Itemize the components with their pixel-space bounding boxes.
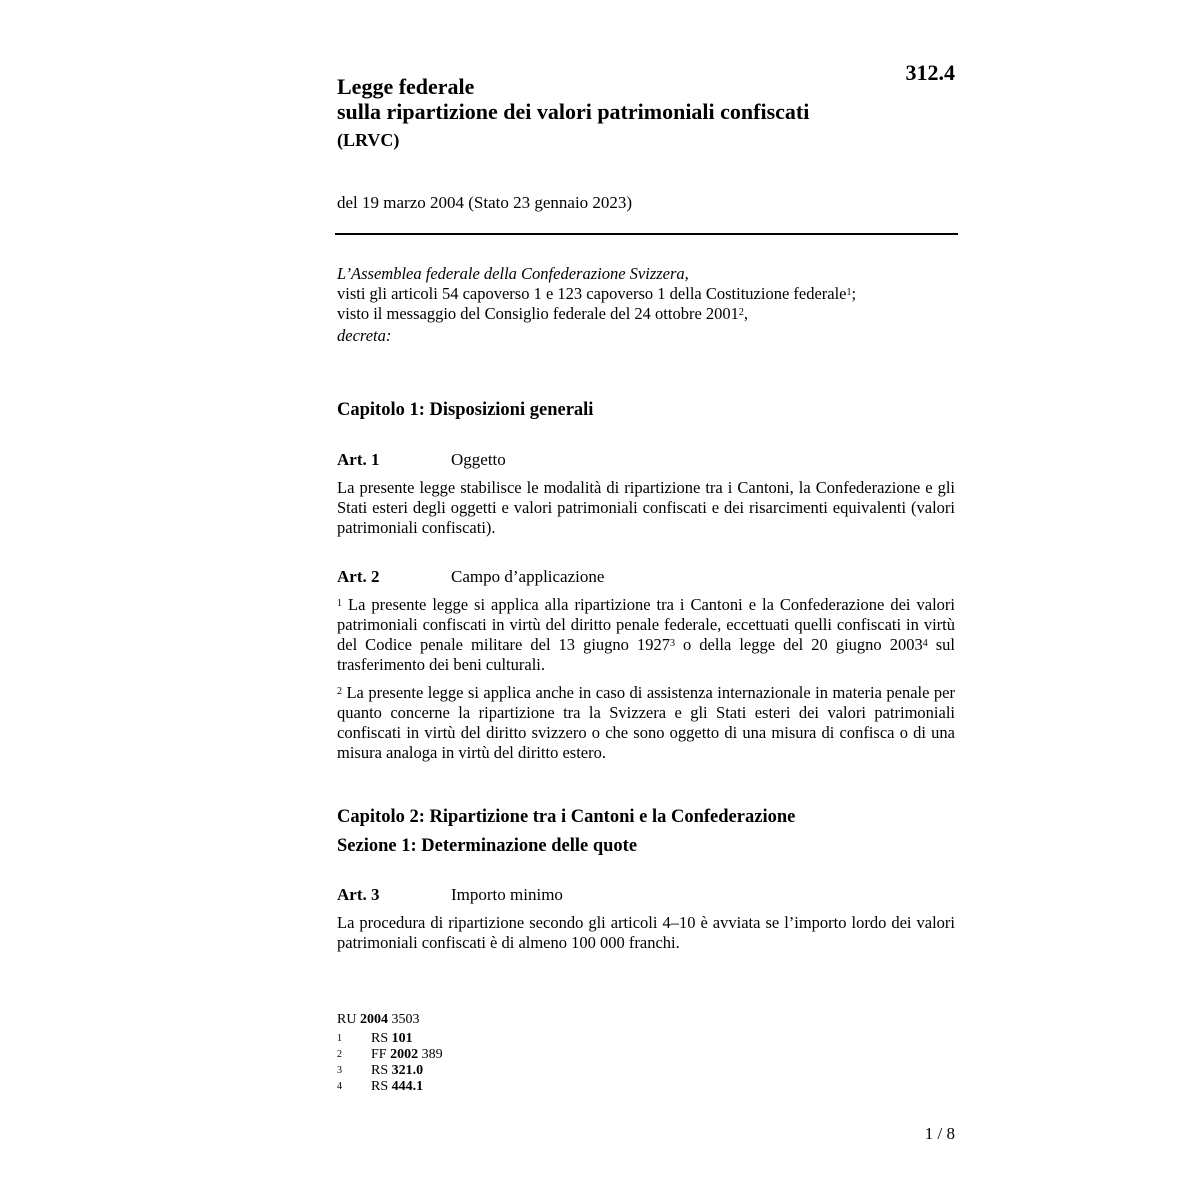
law-date: del 19 marzo 2004 (Stato 23 gennaio 2023) (337, 193, 633, 212)
preamble (337, 264, 955, 346)
article-1-heading (337, 450, 955, 470)
preamble-line1 (337, 284, 955, 304)
preamble-assembly: L’Assemblea federale della Confederazione Svizzera, (337, 264, 689, 283)
footnote-3 (337, 1063, 955, 1079)
footnote-ref-3[interactable]: 3 (669, 638, 675, 649)
law-title-line2: sulla ripartizione dei valori patrimoniali confiscati (337, 99, 810, 124)
footnote-ref-bold[interactable]: 101 (391, 1031, 413, 1046)
footnote-number: 4 (337, 1081, 342, 1092)
footnote-ref-bold[interactable]: 321.0 (391, 1063, 424, 1078)
section-1-title: Sezione 1: Determinazione delle quote (337, 836, 638, 856)
chapter-2 (337, 803, 955, 861)
article-2-p1-part-c: sul trasferimento dei beni culturali. (337, 635, 955, 674)
article-1-number: Art. 1 (337, 450, 380, 469)
preamble-line2-end: , (743, 304, 749, 323)
page-number: 1 / 8 (924, 1124, 955, 1143)
footnote-4 (337, 1079, 955, 1095)
article-1-text (337, 478, 955, 546)
paragraph-number-1: 1 (337, 598, 342, 609)
law-abbreviation: (LRVC) (337, 130, 400, 150)
article-1-paragraph: La presente legge stabilisce le modalità di ripartizione tra i Cantoni, la Confederazione e gli Stati esteri degli oggetti e valori patrimoniali confiscati e dei risarcimenti equivalenti (valori patrimoniali confiscati). (337, 478, 955, 537)
ru-page: 3503 (391, 1012, 420, 1027)
title-divider (335, 233, 958, 235)
preamble-line2 (337, 304, 955, 324)
footnote-ref-2[interactable]: 2 (738, 307, 744, 318)
footnote-number: 3 (337, 1065, 342, 1076)
chapter-2-title: Capitolo 2: Ripartizione tra i Cantoni e la Confederazione (337, 807, 796, 827)
article-2-number: Art. 2 (337, 567, 380, 586)
chapter-1-title: Capitolo 1: Disposizioni generali (337, 400, 594, 420)
article-1-title: Oggetto (451, 450, 506, 469)
article-2-paragraph-1 (337, 595, 955, 675)
footnote-number: 1 (337, 1033, 342, 1044)
article-2-heading (337, 567, 955, 587)
article-2-p1-part-a: La presente legge si applica alla ripartizione tra i Cantoni e la Confederazione dei valori patrimoniali confiscati in virtù del diritto penale federale, eccettuati quelli confiscati in virtù del Codice penale militare del 13 giugno 1927 (337, 595, 955, 654)
article-3-heading (337, 885, 955, 905)
ru-year: 2004 (359, 1012, 388, 1027)
footnote-prefix: FF (371, 1047, 387, 1062)
footnote-1 (337, 1031, 955, 1047)
footnote-ref-bold[interactable]: 444.1 (391, 1079, 424, 1094)
article-2-title: Campo d’applicazione (451, 567, 605, 586)
footnote-prefix: RS (371, 1063, 389, 1078)
ru-prefix: RU (337, 1012, 357, 1027)
footnote-prefix: RS (371, 1079, 389, 1094)
law-title (337, 74, 955, 124)
page-footer (337, 1011, 955, 1095)
paragraph-number-2: 2 (337, 686, 342, 697)
footnote-ref-bold[interactable]: 2002 (390, 1047, 419, 1062)
article-3-number: Art. 3 (337, 885, 380, 904)
sr-number: 312.4 (905, 60, 955, 85)
footnote-rest: 389 (421, 1047, 443, 1062)
preamble-line2-text: visto il messaggio del Consiglio federale del 24 ottobre 2001 (337, 304, 739, 323)
law-title-line1: Legge federale (337, 74, 475, 99)
ru-reference (337, 1011, 955, 1028)
footnote-number: 2 (337, 1049, 342, 1060)
preamble-line1-end: ; (851, 284, 857, 303)
article-3-text (337, 913, 955, 961)
article-2-p1-part-b: o della legge del 20 giugno 2003 (674, 635, 923, 654)
article-2-p2-text: La presente legge si applica anche in caso di assistenza internazionale in materia penale per quanto concerne la ripartizione tra la Svizzera e gli Stati esteri dei valori patrimoniali confiscati in virtù del diritto svizzero o che sono oggetto di una misura di confisca o di una misura analoga in virtù del diritto estero. (337, 683, 955, 762)
article-2-text (337, 595, 955, 771)
footnote-2 (337, 1047, 955, 1063)
preamble-decreta: decreta: (337, 326, 392, 345)
article-2-paragraph-2 (337, 683, 955, 763)
footnote-prefix: RS (371, 1031, 389, 1046)
preamble-line1-text: visti gli articoli 54 capoverso 1 e 123 capoverso 1 della Costituzione federale (337, 284, 847, 303)
footnote-ref-4[interactable]: 4 (922, 638, 928, 649)
article-3-title: Importo minimo (451, 885, 563, 904)
article-3-paragraph: La procedura di ripartizione secondo gli articoli 4–10 è avviata se l’importo lordo dei valori patrimoniali confiscati è di almeno 100 000 franchi. (337, 913, 955, 952)
footnote-ref-1[interactable]: 1 (846, 287, 852, 298)
